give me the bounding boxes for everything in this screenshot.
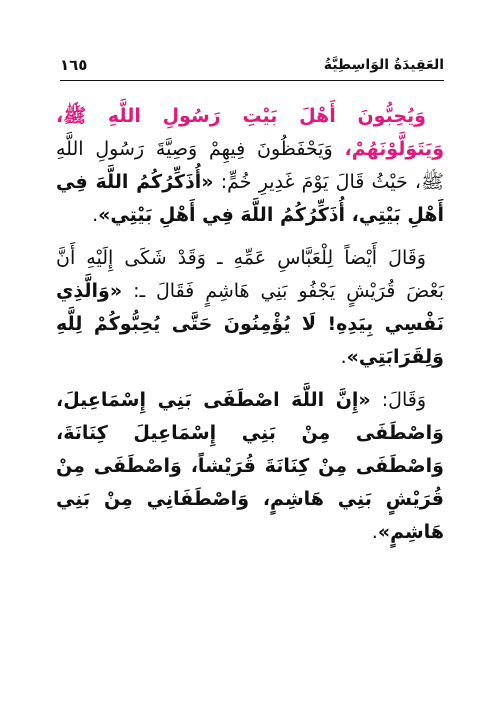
hadith-quote: «إِنَّ اللَّهَ اصْطَفَى بَنِي إِسْمَاعِيلَ، وَاصْطَفَى مِنْ بَنِي إِسْمَاعِيلَ كِنَانَةَ، وَاصْطَفَى مِنْ كِنَانَةَ قُرَيْشاً، وَاصْطَفَى مِنْ قُرَيْشٍ بَنِي هَاشِمٍ، وَاصْطَفَانِي مِنْ بَنِي هَاشِمٍ»	[56, 389, 444, 543]
sentence-end: .	[340, 346, 347, 368]
sentence-end: .	[371, 521, 378, 543]
paragraph-istifa	[56, 384, 444, 549]
page-body	[56, 100, 444, 549]
paragraph-ahl-al-bayt	[56, 100, 444, 232]
hadith-quote: «أُذَكِّرُكُمُ اللَّهَ فِي أَهْلِ بَيْتِي، أُذَكِّرُكُمُ اللَّهَ فِي أَهْلِ بَيْتِي»	[56, 171, 444, 226]
book-title: العَقِيدَةُ الوَاسِطِيَّةُ	[323, 57, 444, 73]
hadith-quote: «وَالَّذِي نَفْسِي بِيَدِهِ! لَا يُؤْمِنُونَ حَتَّى يُحِبُّوكُمْ لِلَّهِ وَلِقَرَابَتِي»	[56, 280, 444, 368]
page-header	[60, 56, 444, 78]
body-text: وَقَالَ أَيْضاً لِلْعَبَّاسِ عَمِّهِ ـ وَقَدْ شَكَى إِلَيْهِ أَنَّ بَعْضَ قُرَيْشٍ يَجْفُو بَنِي هَاشِمٍ فَقَالَ ـ:	[56, 247, 444, 302]
page-number: ١٦٥	[60, 56, 88, 74]
sentence-end: .	[92, 204, 99, 226]
paragraph-al-abbas	[56, 242, 444, 374]
highlighted-phrase: وَيُحِبُّونَ أَهْلَ بَيْتِ رَسُولِ اللَّهِ ﷺ، وَيَتَوَلَّوْنَهُمْ،	[56, 105, 444, 160]
header-divider	[60, 80, 444, 81]
body-text: وَقَالَ:	[370, 389, 426, 411]
body-text: وَيَحْفَظُونَ فِيهِمْ وَصِيَّةَ رَسُولِ اللَّهِ ﷺ، حَيْثُ قَالَ يَوْمَ غَدِيرِ خُمٍّ:	[56, 138, 444, 193]
